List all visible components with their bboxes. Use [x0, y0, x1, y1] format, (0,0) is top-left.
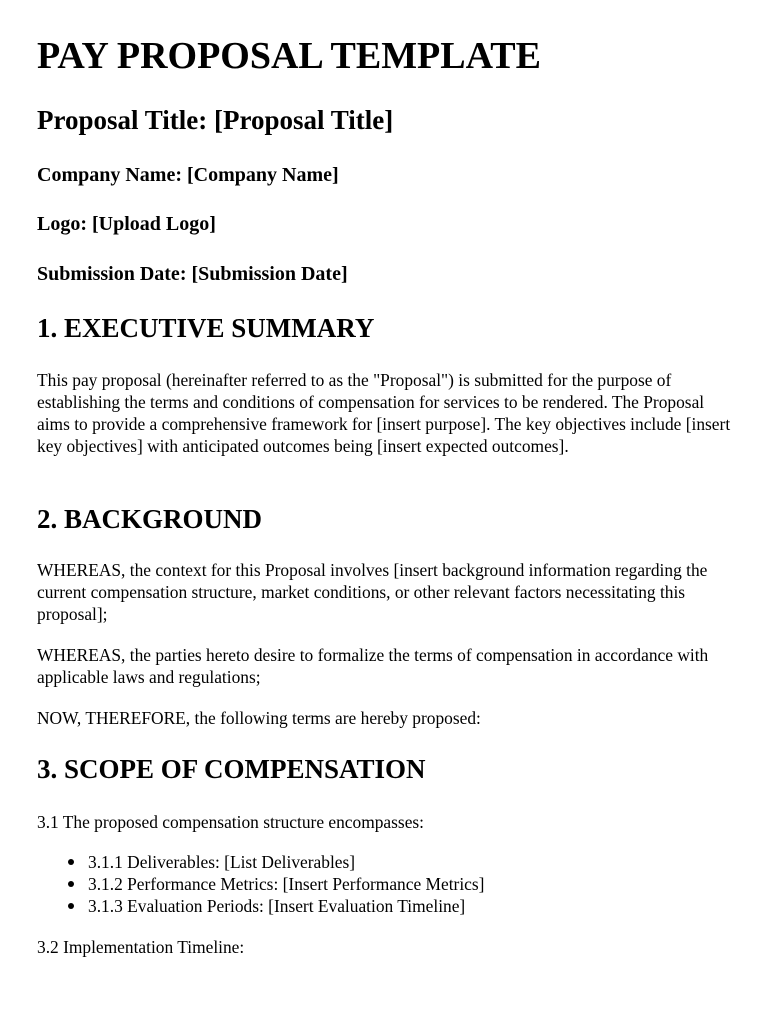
background-paragraph-2: WHEREAS, the parties hereto desire to formalize the terms of compensation in accordance with applicable laws and regulations;	[37, 645, 709, 687]
scope-bullet-list	[37, 851, 484, 917]
list-item-text: 3.1.3 Evaluation Periods: [Insert Evaluation Timeline]	[88, 896, 466, 916]
background-paragraph-1: WHEREAS, the context for this Proposal involves [insert background information regarding the current compensation structure, market conditions, or other relevant factors necessitating this proposal];	[37, 560, 708, 624]
logo-line: Logo: [Upload Logo]	[37, 213, 216, 235]
bullet-dot-icon	[68, 903, 74, 909]
bullet-dot-icon	[68, 859, 74, 865]
bullet-dot-icon	[68, 881, 74, 887]
company-name-line: Company Name: [Company Name]	[37, 164, 339, 186]
document-title: PAY PROPOSAL TEMPLATE	[37, 35, 541, 77]
list-item	[88, 851, 484, 873]
scope-intro-paragraph: 3.1 The proposed compensation structure encompasses:	[37, 812, 425, 832]
proposal-title: Proposal Title: [Proposal Title]	[37, 105, 394, 135]
background-paragraph-3: NOW, THEREFORE, the following terms are hereby proposed:	[37, 708, 481, 728]
implementation-timeline-paragraph: 3.2 Implementation Timeline:	[37, 937, 245, 957]
list-item	[88, 873, 484, 895]
list-item	[88, 895, 484, 917]
submission-date-line: Submission Date: [Submission Date]	[37, 263, 348, 285]
list-item-text: 3.1.2 Performance Metrics: [Insert Performance Metrics]	[88, 874, 485, 894]
executive-summary-paragraph: This pay proposal (hereinafter referred to as the "Proposal") is submitted for the purpose of establishing the terms and conditions of compensation for services to be rendered. The Proposal aims to provide a comprehensive framework for [insert purpose]. The key objectives include [insert key objectives] with anticipated outcomes being [insert expected outcomes].	[37, 370, 731, 456]
section-heading-executive-summary: 1. EXECUTIVE SUMMARY	[37, 313, 375, 343]
section-heading-background: 2. BACKGROUND	[37, 504, 263, 534]
section-heading-scope: 3. SCOPE OF COMPENSATION	[37, 754, 426, 784]
list-item-text: 3.1.1 Deliverables: [List Deliverables]	[88, 852, 356, 872]
